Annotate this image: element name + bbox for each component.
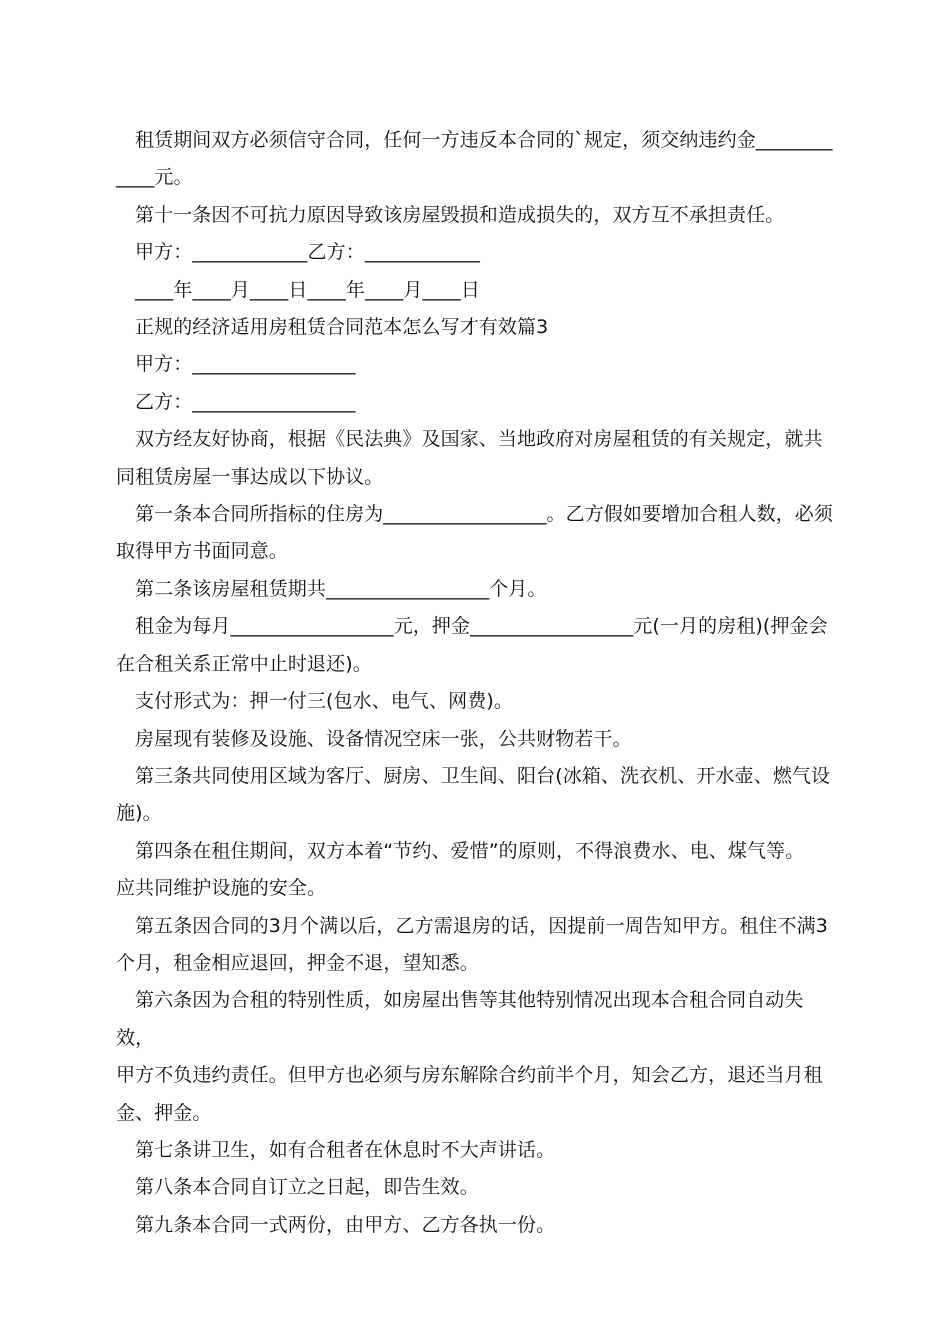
paragraph-article-11: 第十一条因不可抗力原因导致该房屋毁损和造成损失的，双方互不承担责任。 bbox=[135, 203, 785, 226]
document-body bbox=[116, 122, 836, 1244]
paragraph-article-5: 第五条因合同的3月个满以后，乙方需退房的话，因提前一周告知甲方。租住不满3 个月，租金相应退回，押金不退，望知悉。 bbox=[116, 914, 828, 974]
paragraph-article-2: 第二条该房屋租赁期共_________________个月。 bbox=[135, 577, 547, 600]
paragraph-article-3: 第三条共同使用区域为客厅、厨房、卫生间、阳台(冰箱、洗衣机、开水壶、燃气设 施)。 bbox=[116, 764, 831, 825]
paragraph-payment-method: 支付形式为：押一付三(包水、电气、网费)。 bbox=[135, 690, 513, 713]
paragraph-article-4: 第四条在租住期间，双方本着“节约、爱惜”的原则，不得浪费水、电、煤气等。 应共同维护设施的安全。 bbox=[116, 839, 805, 900]
paragraph-penalty-clause: 租赁期间双方必须信守合同，任何一方违反本合同的`规定，须交纳违约金________ ____元。 bbox=[116, 129, 833, 189]
party-b-line: 乙方：_________________ bbox=[135, 390, 356, 413]
paragraph-signature-dates: ____年____月____日____年____月____日 bbox=[135, 278, 481, 301]
paragraph-article-1: 第一条本合同所指标的住房为_________________。乙方假如要增加合租人数，必须 取得甲方书面同意。 bbox=[116, 503, 834, 563]
paragraph-article-7: 第七条讲卫生，如有合租者在休息时不大声讲话。 bbox=[135, 1138, 556, 1161]
party-a-line: 甲方：_________________ bbox=[135, 353, 356, 376]
paragraph-rent-deposit: 租金为每月_________________元，押金_________________元(一月的房租)(押金会 在合租关系正常中止时退还)。 bbox=[116, 615, 828, 675]
paragraph-article-9: 第九条本合同一式两份，由甲方、乙方各执一份。 bbox=[135, 1213, 556, 1236]
paragraph-preamble: 双方经友好协商，根据《民法典》及国家、当地政府对房屋租赁的有关规定，就共 同租赁房屋一事达成以下协议。 bbox=[116, 428, 823, 488]
paragraph-facilities: 房屋现有装修及设施、设备情况空床一张，公共财物若干。 bbox=[135, 727, 632, 750]
paragraph-article-6: 第六条因为合租的特别性质，如房屋出售等其他特别情况出现本合租合同自动失效， 甲方不负违约责任。但甲方也必须与房东解除合约前半个月，知会乙方，退还当月租 金、押金。 bbox=[116, 989, 823, 1124]
section-heading: 正规的经济适用房租赁合同范本怎么写才有效篇3 bbox=[135, 316, 549, 339]
paragraph-article-8: 第八条本合同自订立之日起，即告生效。 bbox=[135, 1176, 479, 1199]
paragraph-signature-parties: 甲方：____________乙方：____________ bbox=[135, 241, 481, 264]
